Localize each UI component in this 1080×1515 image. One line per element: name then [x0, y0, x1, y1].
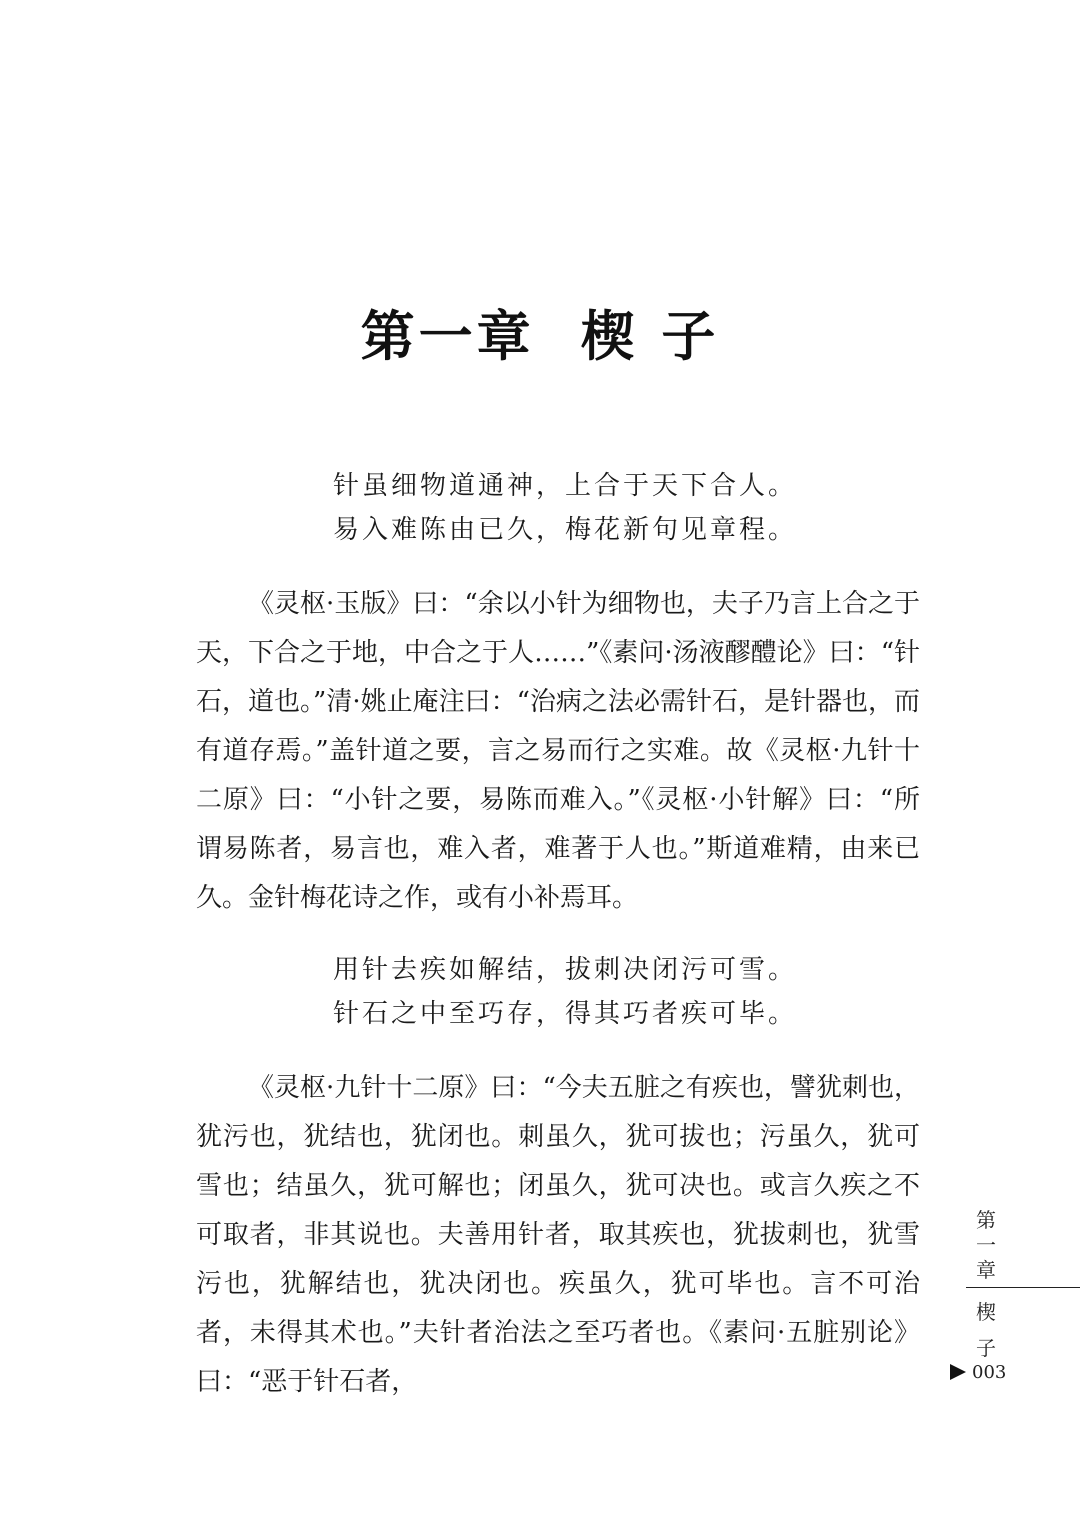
side-tab-chapter-number: [966, 1208, 1006, 1283]
side-tab-divider: [966, 1287, 1080, 1288]
body-paragraph-2: 《灵枢·九针十二原》曰：“今夫五脏之有疾也，譬犹刺也，犹污也，犹结也，犹闭也。刺虽久，犹可拔也；污虽久，犹可雪也；结虽久，犹可解也；闭虽久，犹可决也。或言久疾之不可取者，非其说也。夫善用针者，取其疾也，犹拔刺也，犹雪污也，犹解结也，犹决闭也。疾虽久，犹可毕也。言不可治者，未得其术也。”夫针者治法之至巧者也。《素问·五脏别论》曰：“恶于针石者，: [196, 1073, 920, 1397]
side-tab-char: 一: [976, 1233, 996, 1257]
page-number: 003: [972, 1362, 1007, 1383]
side-tab-char: 子: [976, 1336, 996, 1360]
poem-line: 针石之中至巧存，得其巧者疾可毕。: [333, 999, 798, 1029]
poem-block-1: [333, 464, 797, 552]
poem-line: 针虽细物道通神，上合于天下合人。: [333, 471, 798, 501]
poem-line: 易入难陈由已久，梅花新句见章程。: [333, 515, 798, 545]
chapter-side-tab: [966, 1208, 1080, 1366]
side-tab-char: 楔: [976, 1300, 996, 1324]
side-tab-char: 第: [976, 1208, 996, 1232]
chapter-title: [0, 305, 1080, 369]
page-number-footer: [950, 1362, 1006, 1383]
body-paragraph-1: 《灵枢·玉版》曰：“余以小针为细物也，夫子乃言上合之于天，下合之于地，中合之于人……”《素问·汤液醪醴论》曰：“针石，道也。”清·姚止庵注曰：“治病之法必需针石，是针器也，而有道存焉。”盖针道之要，言之易而行之实难。故《灵枢·九针十二原》曰：“小针之要，易陈而难入。”《灵枢·小针解》曰：“所谓易陈者，易言也，难入者，难著于人也。”斯道难精，由来已久。金针梅花诗之作，或有小补焉耳。: [196, 589, 920, 913]
side-tab-char: 章: [976, 1258, 996, 1282]
triangle-arrow-icon: [950, 1364, 966, 1380]
side-tab-chapter-name: [966, 1294, 1006, 1366]
chapter-number: 第一章: [360, 305, 535, 368]
poem-block-2: [333, 948, 797, 1036]
poem-line: 用针去疾如解结，拔刺决闭污可雪。: [333, 955, 798, 985]
chapter-name: 楔 子: [580, 305, 720, 368]
